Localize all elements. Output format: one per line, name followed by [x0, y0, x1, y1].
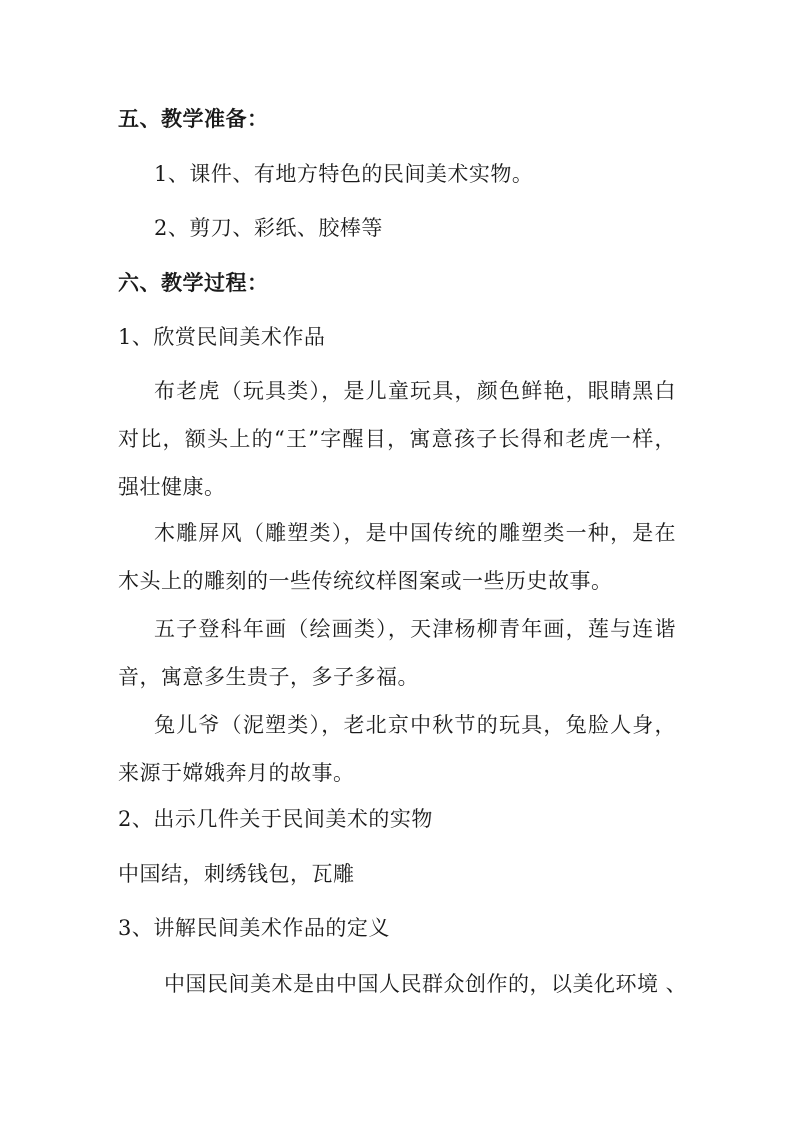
step-2-items: 中国结，刺绣钱包，瓦雕 [118, 862, 355, 886]
paragraph-rabbit-lord: 兔儿爷（泥塑类），老北京中秋节的玩具，兔脸人身，来源于嫦娥奔月的故事。 [118, 713, 676, 785]
section-heading-process: 六、教学过程： [118, 271, 269, 295]
step-3-title: 3、讲解民间美术作品的定义 [118, 916, 390, 940]
paragraph-new-year-painting: 五子登科年画（绘画类），天津杨柳青年画，莲与连谐音，寓意多生贵子，多子多福。 [118, 617, 676, 689]
section-heading-preparation: 五、教学准备： [118, 107, 269, 131]
preparation-item-1: 1、课件、有地方特色的民间美术实物。 [154, 162, 534, 186]
paragraph-cloth-tiger: 布老虎（玩具类），是儿童玩具，颜色鲜艳，眼睛黑白对比，额头上的“王”字醒目，寓意孩子长得和老虎一样，强壮健康。 [118, 379, 676, 499]
paragraph-wood-screen: 木雕屏风（雕塑类），是中国传统的雕塑类一种，是在木头上的雕刻的一些传统纹样图案或一些历史故事。 [118, 521, 676, 593]
step-2-title: 2、出示几件关于民间美术的实物 [118, 807, 433, 831]
paragraph-definition: 中国民间美术是由中国人民群众创作的，以美化环境 、 [164, 972, 688, 996]
step-1-title: 1、欣赏民间美术作品 [118, 325, 326, 349]
preparation-item-2: 2、剪刀、彩纸、胶棒等 [154, 216, 383, 240]
